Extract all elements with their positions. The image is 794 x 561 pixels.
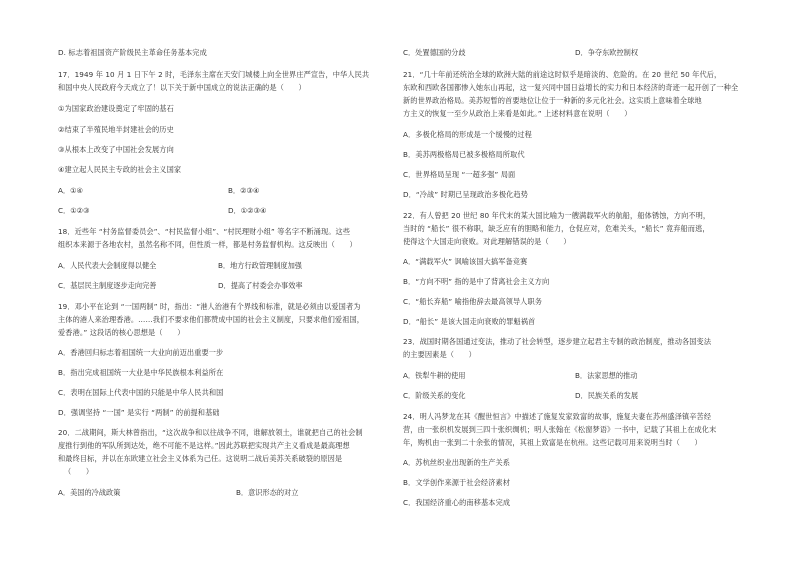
question-stem: 使得这个大国走向衰败。对此理解错误的是（ ） xyxy=(403,237,571,246)
option-a: A．苏杭丝织业出现新的生产关系 xyxy=(403,458,511,467)
question-stem: 爱香港。” 这段话的核心思想是（ ） xyxy=(58,328,185,337)
question-stem: 的主要因素是（ ） xyxy=(403,350,476,359)
question-stem: 24．明人冯梦龙在其《醒世恒言》中描述了施复发家致富的故事，施复夫妻在苏州盛泽镇辛苦经 xyxy=(403,412,712,421)
option-b: B．地方行政管理制度加强 xyxy=(218,261,302,270)
question-stem: 度推行到他的军队所到达处，绝不可能不是这样。”因此苏联把实现共产主义看成是最高理想 xyxy=(58,441,350,450)
option-a: A．人民代表大会制度得以健全 xyxy=(58,261,157,270)
option-a: A．①④ xyxy=(58,186,83,195)
question-stem: 方主义的恢复一至少从政治上来看是如此。” 上述材料意在说明（ ） xyxy=(403,109,632,118)
question-stem: 18．近些年 “村务监督委员会”、“村民监督小组”、“村民理财小组” 等名字不断涌现。这些 xyxy=(58,227,351,236)
option-c: C．基层民主制度逐步走向完善 xyxy=(58,281,157,290)
option-a: A．香港回归标志着祖国统一大业向前迈出重要一步 xyxy=(58,348,224,357)
question-stem: 组织本来源于各地农村，虽然名称不同，但性质一样，都是村务监督机构。这反映出（ ） xyxy=(58,240,357,249)
option-d: D．强调坚持 “一国” 是实行 “两制” 的前提和基础 xyxy=(58,408,220,417)
question-stem: 21．“几十年前还统治全球的欧洲大陆的前途这时似乎是暗淡的、危险的。在 20 世纪 50 年代后， xyxy=(403,70,722,79)
statement-line: ④建立起人民民主专政的社会主义国家 xyxy=(58,165,182,174)
question-stem: 新的世界政治格局。美苏短暂的首要地位让位于一种新的多元化社会。这实质上意味着全球地 xyxy=(403,96,702,105)
option-a: A．“满载军火” 讽喻该国大搞军备竞赛 xyxy=(403,257,528,266)
option-b: B．意识形态的对立 xyxy=(236,488,299,497)
option-b: B．法家思想的推动 xyxy=(575,371,638,380)
option-line: D. 标志着祖国资产阶级民主革命任务基本完成 xyxy=(58,48,207,57)
question-stem: 23．战国时期各国通过变法，推动了社会转型，逐步建立起君主专制的政治制度，推动各国变法 xyxy=(403,337,712,346)
statement-line: ②结束了半殖民地半封建社会的历史 xyxy=(58,125,174,134)
option-a: A．铁犁牛耕的使用 xyxy=(403,371,466,380)
question-stem: 当时的 “船长” 很不称职，缺乏应有的胆略和能力，仓促应对，危难关头，“船长” 竟弃船而逃， xyxy=(403,224,710,233)
question-stem: 17．1949 年 10 月 1 日下午 2 时，毛泽东主席在天安门城楼上向全世界庄严宣告，中华人民共 xyxy=(58,70,370,79)
option-b: B．“方向不明” 指的是中了背离社会主义方向 xyxy=(403,277,550,286)
option-b: B．指出完成祖国统一大业是中华民族根本利益所在 xyxy=(58,368,224,377)
answer-bracket: （ ） xyxy=(64,467,94,476)
option-c: C．我国经济重心的南移基本完成 xyxy=(403,498,511,507)
option-b: B．②③④ xyxy=(228,186,260,195)
option-b: B．文学创作来源于社会经济素材 xyxy=(403,478,511,487)
question-stem: 22．有人曾把 20 世纪 80 年代末的某大国比喻为一艘满载军火的航船，船体锈蚀，方向不明， xyxy=(403,211,711,220)
option-d: D．争夺东欧控制权 xyxy=(575,48,639,57)
question-stem: 和最终目标，并以在东欧建立社会主义体系为己任。这说明二战后美苏关系破裂的原因是 xyxy=(58,454,343,463)
statement-line: ③从根本上改变了中国社会发展方向 xyxy=(58,145,174,154)
statement-line: ①为国家政治建设奠定了牢固的基石 xyxy=(58,104,174,113)
option-d: D．民族关系的发展 xyxy=(575,391,639,400)
option-c: C．表明在国际上代表中国的只能是中华人民共和国 xyxy=(58,388,224,397)
option-c: C．阶级关系的变化 xyxy=(403,391,466,400)
question-stem: 东欧和西欧各国都惨入她东山再起，这一复兴同中国日益增长的实力和日本经济的奇迹一起开创了一种全 xyxy=(403,83,739,92)
option-a: A．多极化格局的形成是一个缓慢的过程 xyxy=(403,130,532,139)
question-stem: 营，由一张织机发展到三四十张织绸机；明人张翰在《松窗梦语》一书中，记载了其祖上在成化末 xyxy=(403,425,717,434)
option-c: C．“船长弃船” 喻指他辞去最高领导人职务 xyxy=(403,297,543,306)
option-d: D．“冷战” 时期已呈现政治多极化趋势 xyxy=(403,190,528,199)
question-stem: 20．二战期间，斯大林曾指出，“这次战争和以往战争不同，谁解放领土，谁就把自己的社会制 xyxy=(58,428,363,437)
option-a: A．美国的冷战政策 xyxy=(58,488,121,497)
option-d: D．“船长” 是该大国走向衰败的罪魁祸首 xyxy=(403,317,536,326)
option-d: D．①②③④ xyxy=(228,206,267,215)
question-stem: 年，购机由一张到二十余张的情况，其祖上致富是在杭州。这些记载可用来说明当时（ ） xyxy=(403,438,702,447)
question-stem: 19．邓小平在论到 “一国两制” 时，指出：“港人治港有个界线和标准，就是必须由以爱国者为 xyxy=(58,302,361,311)
question-stem: 和国中央人民政府今天成立了！以下关于新中国成立的说法正确的是（ ） xyxy=(58,83,306,92)
option-b: B．美苏两极格局已被多极格局所取代 xyxy=(403,150,525,159)
option-c: C．①②③ xyxy=(58,206,90,215)
option-c: C．处置德国的分歧 xyxy=(403,48,466,57)
option-c: C．世界格局呈现 “一超多强” 局面 xyxy=(403,170,516,179)
option-d: D．提高了村委会办事效率 xyxy=(218,281,303,290)
question-stem: 主体的港人来治理香港。……我们不要求他们都赞成中国的社会主义制度，只要求他们爱祖国， xyxy=(58,315,365,324)
